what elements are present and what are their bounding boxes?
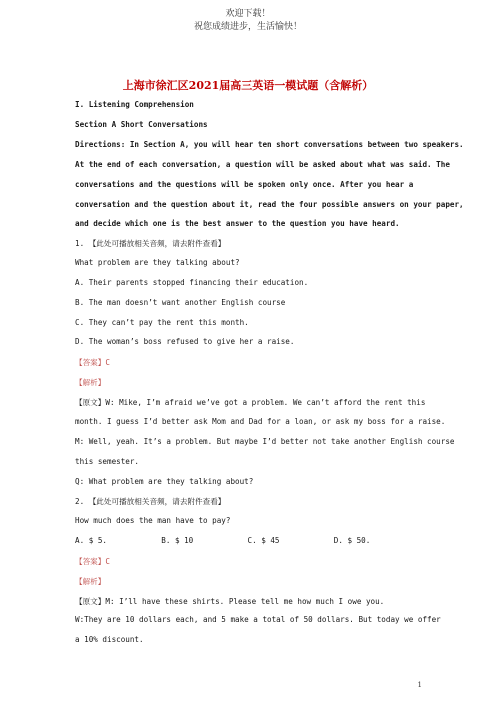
question-2-transcript: a 10% discount. [75, 635, 144, 644]
question-2-text: How much does the man have to pay? [75, 516, 231, 525]
question-2-transcript: W:They are 10 dollars each, and 5 make a total of 50 dollars. But today we offer [75, 615, 441, 624]
question-1-transcript: M: Well, yeah. It’s a problem. But maybe I’d better not take another English course [75, 437, 455, 446]
directions-line: conversation and the question about it, read the four possible answers on your paper, [75, 200, 464, 209]
question-1-transcript: Q: What problem are they talking about? [75, 477, 254, 486]
question-2-option-a: A. $ 5. [75, 536, 108, 545]
question-2-number[interactable]: 2. 【此处可播放相关音频，请去附件查看】 [75, 497, 226, 506]
question-2-options [75, 536, 420, 545]
question-1-transcript: month. I guess I’d better ask Mom and Dad for a loan, or ask my boss for a raise. [75, 417, 446, 426]
directions-line: conversations and the questions will be spoken only once. After you hear a [75, 180, 414, 189]
question-1-option-b: B. The man doesn’t want another English course [75, 298, 286, 307]
directions-line: and decide which one is the best answer to the question you have heard. [75, 219, 400, 228]
question-1-option-a: A. Their parents stopped financing their education. [75, 278, 309, 287]
header-wish: 祝您成绩进步，生活愉快！ [193, 22, 302, 32]
question-1-transcript: 【原文】W: Mike, I’m afraid we’ve got a problem. We can’t afford the rent this [75, 398, 426, 407]
question-1-answer: 【答案】C [75, 358, 110, 367]
question-1-text: What problem are they talking about? [75, 258, 240, 267]
question-2-transcript: 【原文】M: I’ll have these shirts. Please tell me how much I owe you. [75, 597, 385, 606]
question-2-option-c: C. $ 45 [247, 536, 280, 545]
subsection-heading: Section A Short Conversations [75, 120, 208, 129]
directions-line: At the end of each conversation, a question will be asked about what was said. The [75, 160, 450, 169]
question-2-option-b: B. $ 10 [161, 536, 194, 545]
question-1-number[interactable]: 1. 【此处可播放相关音频，请去附件查看】 [75, 239, 226, 248]
section-heading: I. Listening Comprehension [75, 100, 194, 109]
question-1-option-d: D. The woman’s boss refused to give her a raise. [75, 337, 295, 346]
question-1-analysis: 【解析】 [75, 378, 106, 387]
page-header [0, 8, 496, 34]
question-1-option-c: C. They can’t pay the rent this month. [75, 318, 249, 327]
header-greeting: 欢迎下载！ [225, 9, 271, 19]
question-2-option-d: D. $ 50. [333, 536, 371, 545]
question-2-answer: 【答案】C [75, 557, 110, 566]
directions-line: Directions: In Section A, you will hear ten short conversations between two speakers. [75, 140, 464, 149]
question-1-transcript: this semester. [75, 457, 140, 466]
document-title: 上海市徐汇区2021届高三英语一模试题（含解析） [122, 79, 374, 92]
question-2-analysis: 【解析】 [75, 577, 106, 586]
page-number: 1 [417, 681, 422, 689]
